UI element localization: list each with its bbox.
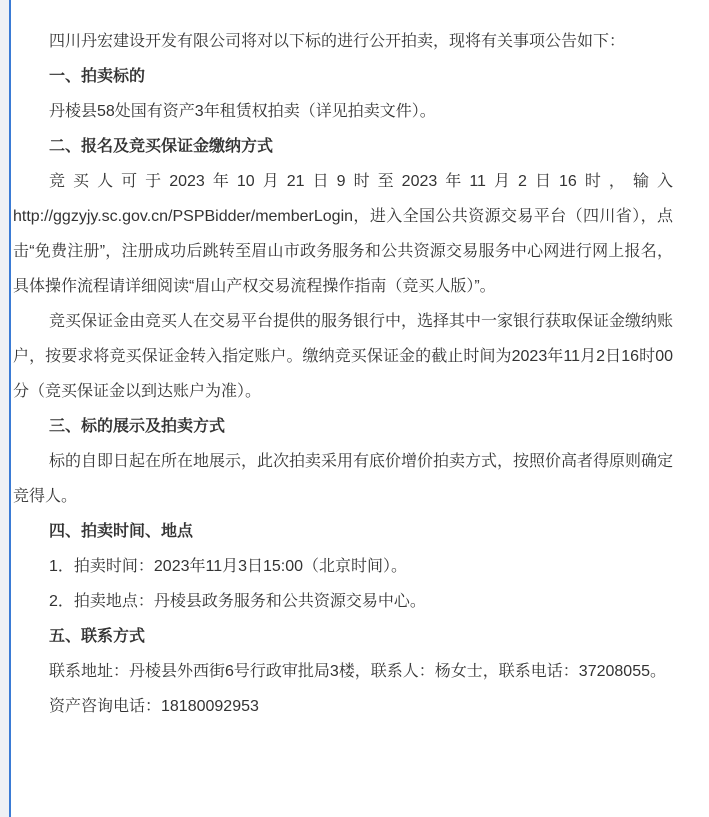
section-paragraph-auction-time: 1．拍卖时间：2023年11月3日15:00（北京时间）。: [49, 558, 408, 575]
section-paragraph-registration-url: 竞买人可于2023年10月21日9时至2023年11月2日16时，输入http://ggzyjy.sc.gov.cn/PSPBidder/memberLogin，进入全国公共资源交易平台（四川省），点击“免费注册”，注册成功后跳转至眉山市政务服务和公共资源交易服务中心网进行网上报名，具体操作流程请详细阅读“眉山产权交易流程操作指南（竞买人版）”。: [13, 173, 673, 295]
section-paragraph: 丹棱县58处国有资产3年租赁权拍卖（详见拍卖文件）。: [49, 103, 436, 120]
section-paragraph-contact-address: 联系地址：丹棱县外西街6号行政审批局3楼，联系人：杨女士，联系电话：37208055。: [49, 663, 666, 680]
intro-paragraph: 四川丹宏建设开发有限公司将对以下标的进行公开拍卖，现将有关事项公告如下：: [49, 33, 626, 50]
section-heading-display-method: 三、标的展示及拍卖方式: [49, 418, 226, 435]
page-margin-strip: [0, 0, 9, 817]
section-paragraph-auction-place: 2．拍卖地点：丹棱县政务服务和公共资源交易中心。: [49, 593, 426, 610]
section-paragraph-deposit-deadline: 竞买保证金由竞买人在交易平台提供的服务银行中，选择其中一家银行获取保证金缴纳账户，按要求将竞买保证金转入指定账户。缴纳竞买保证金的截止时间为2023年11月2日16时00分（竞买保证金以到达账户为准）。: [13, 313, 674, 400]
section-heading-auction-subject: 一、拍卖标的: [49, 68, 146, 85]
section-heading-contact: 五、联系方式: [49, 628, 146, 645]
section-heading-time-place: 四、拍卖时间、地点: [49, 523, 194, 540]
left-accent-line: [9, 0, 11, 817]
section-paragraph: 标的自即日起在所在地展示，此次拍卖采用有底价增价拍卖方式，按照价高者得原则确定竞得人。: [13, 453, 674, 505]
section-heading-registration-deposit: 二、报名及竞买保证金缴纳方式: [49, 138, 274, 155]
section-paragraph-asset-phone: 资产咨询电话：18180092953: [49, 698, 259, 715]
